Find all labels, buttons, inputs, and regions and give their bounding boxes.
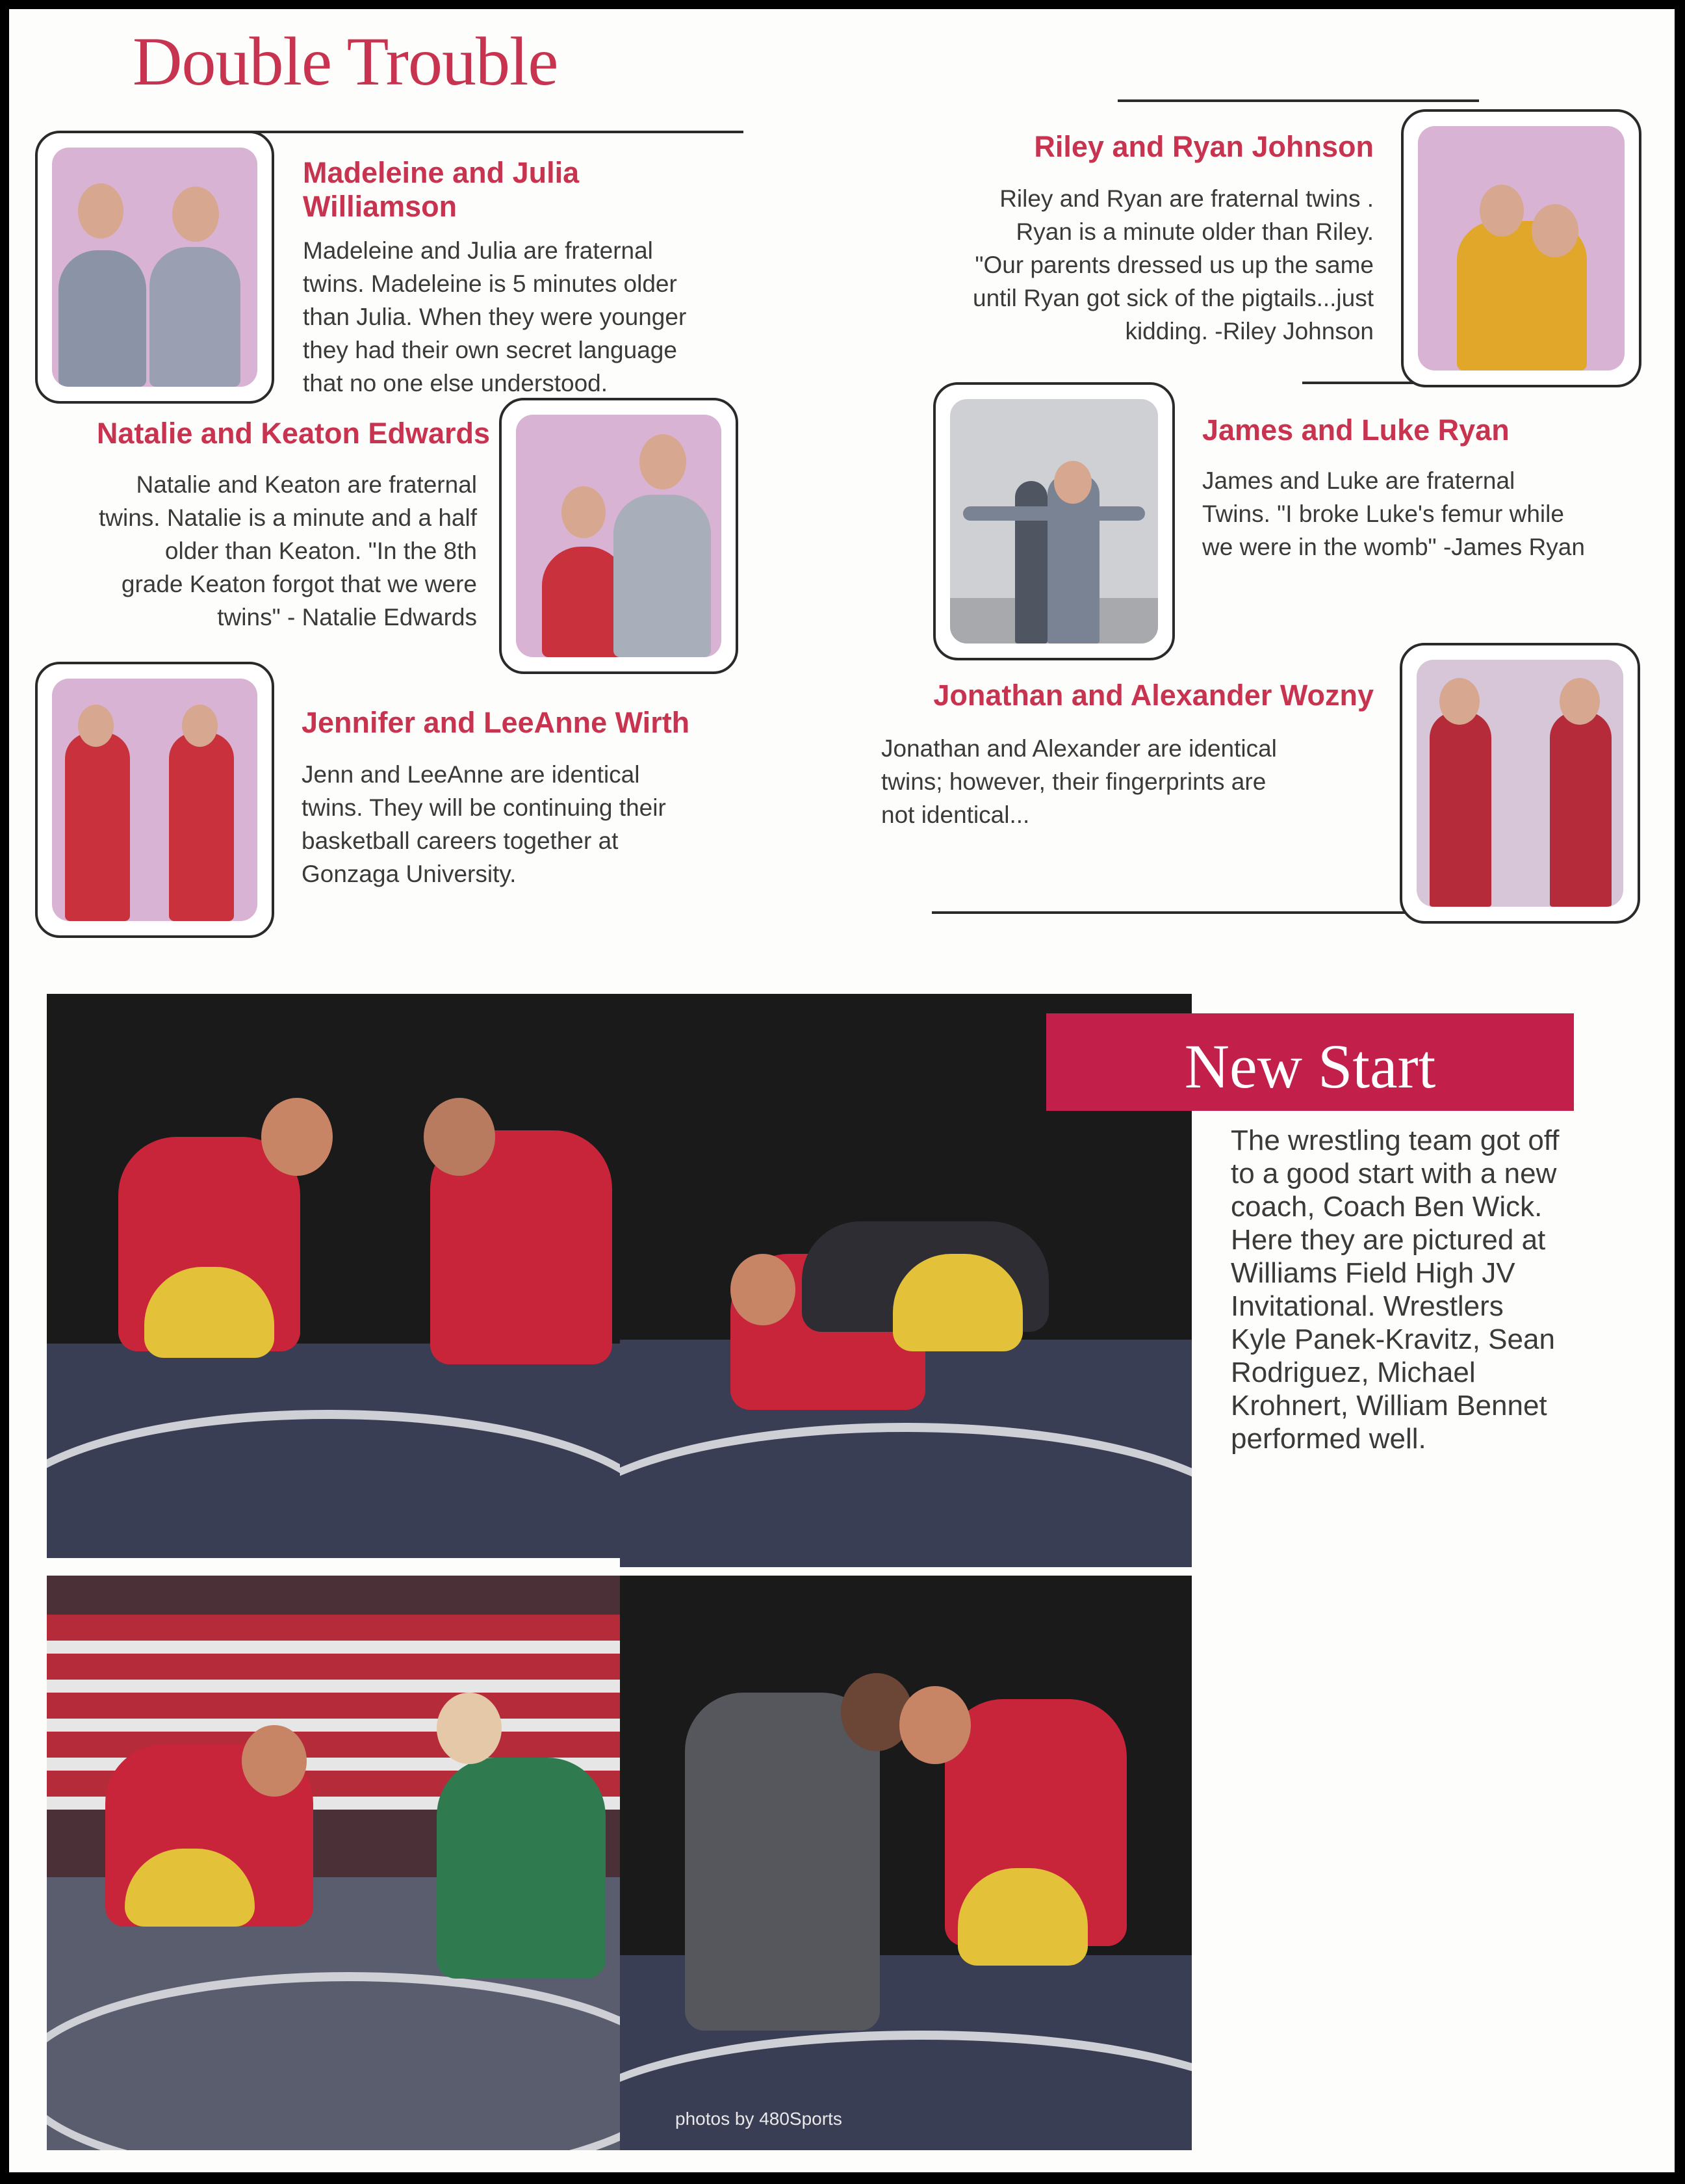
twin-name: James and Luke Ryan <box>1202 413 1510 447</box>
twin-photo-frame <box>35 662 274 938</box>
twin-name: Madeleine and Julia Williamson <box>303 156 580 223</box>
page-title: Double Trouble <box>133 23 558 99</box>
twin-photo-frame <box>1401 109 1641 387</box>
twin-name: Jonathan and Alexander Wozny <box>933 679 1374 712</box>
divider-rule <box>932 911 1439 914</box>
twin-caption: Madeleine and Julia are fraternal twins. Madeleine is 5 minutes older than Julia. When they were younger they had their own secret language that no one else understood. <box>303 237 687 396</box>
twin-name: Natalie and Keaton Edwards <box>96 417 490 450</box>
photo-credit: photos by 480Sports <box>675 2109 842 2129</box>
twin-photo <box>516 415 721 657</box>
twin-caption: Riley and Ryan are fraternal twins . Ryan is a minute older than Riley. "Our parents dressed us up the same until Ryan got sick of the pigtails...just kidding. -Riley Johnson <box>973 185 1374 344</box>
twin-photo-frame <box>499 398 738 674</box>
new-start-banner <box>1046 1013 1574 1111</box>
twin-caption: James and Luke are fraternal Twins. "I broke Luke's femur while we were in the womb" -James Ryan <box>1202 467 1585 560</box>
twin-name: Jennifer and LeeAnne Wirth <box>302 706 690 739</box>
twin-photo-frame <box>933 382 1175 660</box>
twin-photo <box>52 148 257 387</box>
section-title: New Start <box>1184 1032 1436 1101</box>
wrestling-photo <box>620 1576 1192 2150</box>
wrestling-caption: The wrestling team got off to a good start with a new coach, Coach Ben Wick. Here they are pictured at Williams Field High JV Invitational. Wrestlers Kyle Panek-Kravitz, Sean Rodriguez, Michael Krohnert, William Bennet performed well. <box>1231 1124 1560 1455</box>
twin-caption: Jonathan and Alexander are identical twins; however, their fingerprints are not identical... <box>881 735 1277 828</box>
twin-photo <box>1417 660 1623 907</box>
twin-caption: Jenn and LeeAnne are identical twins. They will be continuing their basketball careers together at Gonzaga University. <box>302 761 666 887</box>
divider-rule <box>1118 99 1479 102</box>
yearbook-page <box>9 9 1675 2172</box>
wrestling-photo <box>47 1576 620 2150</box>
wrestling-photo <box>47 994 620 1558</box>
twin-name: Riley and Ryan Johnson <box>1034 130 1374 163</box>
twin-photo-frame <box>1400 643 1640 924</box>
twin-photo-frame <box>35 131 274 404</box>
divider-rule <box>243 131 743 133</box>
twin-caption: Natalie and Keaton are fraternal twins. Natalie is a minute and a half older than Keaton. "In the 8th grade Keaton forgot that we were twins" - Natalie Edwards <box>98 471 477 630</box>
twin-photo <box>52 679 257 921</box>
twin-photo <box>1418 126 1625 370</box>
twin-photo <box>950 399 1158 644</box>
